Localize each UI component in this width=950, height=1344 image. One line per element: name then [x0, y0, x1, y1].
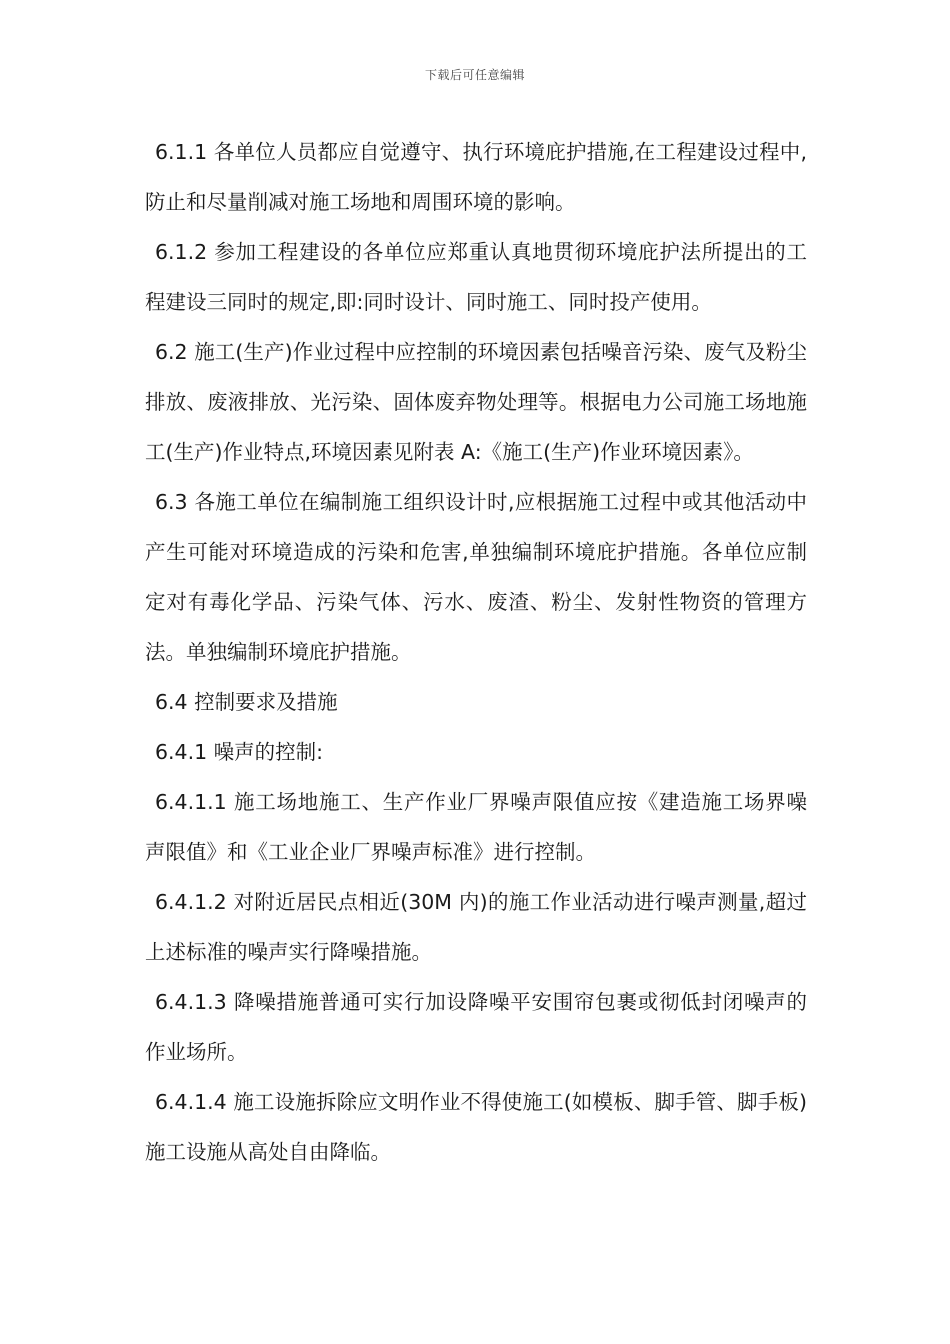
section-heading-6-4-1: 6.4.1 噪声的控制:: [155, 740, 324, 764]
paragraph-6-3: 6.3 各施工单位在编制施工组织设计时,应根据施工过程中或其他活动中产生可能对环境造成的污染和危害,单独编制环境庇护措施。各单位应制定对有毒化学品、污染气体、污水、废渣、粉尘、发射性物资的管理方法。单独编制环境庇护措施。: [145, 490, 807, 664]
paragraph-6-4-1-4: 6.4.1.4 施工设施拆除应文明作业不得使施工(如模板、脚手管、脚手板)施工设施从高处自由降临。: [145, 1090, 807, 1164]
page-header: 下载后可任意编辑: [424, 68, 525, 82]
paragraph-6-4-1-1: 6.4.1.1 施工场地施工、生产作业厂界噪声限值应按《建造施工场界噪声限值》和《工业企业厂界噪声标准》进行控制。: [145, 790, 807, 864]
paragraph-6-4-1-2: 6.4.1.2 对附近居民点相近(30M 内)的施工作业活动进行噪声测量,超过上述标准的噪声实行降噪措施。: [145, 890, 807, 964]
document-body: [145, 127, 807, 1177]
paragraph-6-2: 6.2 施工(生产)作业过程中应控制的环境因素包括噪音污染、废气及粉尘排放、废液排放、光污染、固体废弃物处理等。根据电力公司施工场地施工(生产)作业特点,环境因素见附表 A:《施工(生产)作业环境因素》。: [145, 340, 807, 464]
paragraph-6-1-2: 6.1.2 参加工程建设的各单位应郑重认真地贯彻环境庇护法所提出的工程建设三同时的规定,即:同时设计、同时施工、同时投产使用。: [145, 240, 807, 314]
paragraph-6-1-1: 6.1.1 各单位人员都应自觉遵守、执行环境庇护措施,在工程建设过程中,防止和尽量削减对施工场地和周围环境的影响。: [145, 140, 807, 214]
paragraph-6-4-1-3: 6.4.1.3 降噪措施普通可实行加设降噪平安围帘包裹或彻低封闭噪声的作业场所。: [145, 990, 807, 1064]
section-heading-6-4: 6.4 控制要求及措施: [155, 690, 338, 714]
